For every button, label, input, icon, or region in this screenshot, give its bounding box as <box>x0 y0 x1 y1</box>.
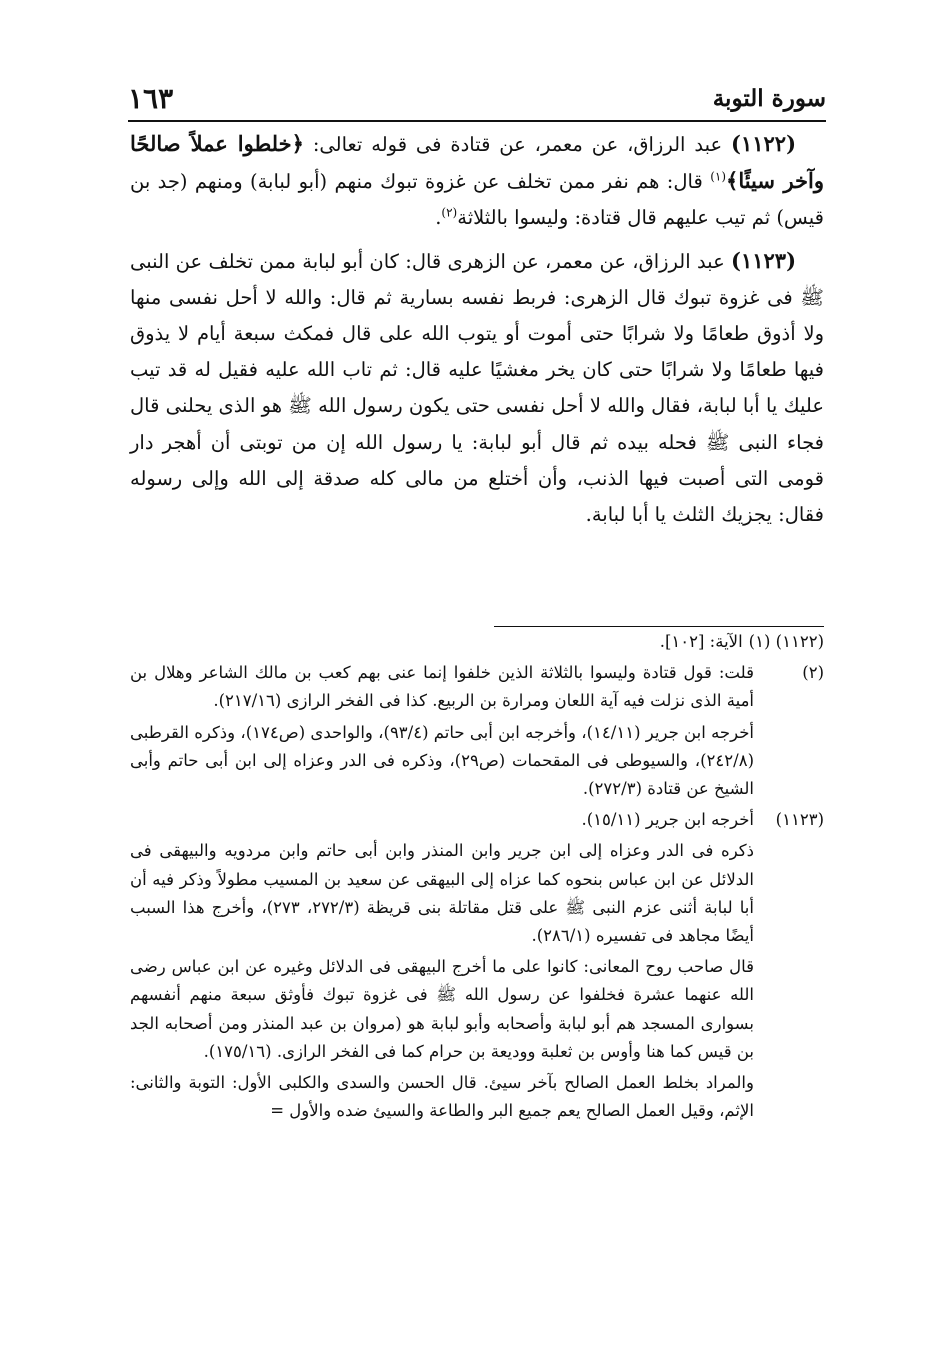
footnote <box>130 1069 824 1125</box>
footnote-text: أخرجه ابن جرير (١٤/١١)، وأخرجه ابن أبى حاتم (٩٣/٤)، والواحدى (ص١٧٤)، وذكره القرطبى (٢٤٢/٨)، والسيوطى فى المقحمات (ص٢٩)، وذكره فى الدر وعزاه إلى ابن أبى حاتم وأبى الشيخ عن قتادة (٢٧٢/٣). <box>130 722 754 799</box>
footnote-ref: (٢) <box>441 205 458 220</box>
entry-number: (١١٢٣) <box>731 247 796 273</box>
footnote-rule <box>494 626 824 627</box>
footnote-label: (١١٢٣) <box>775 810 824 830</box>
entry-text: . <box>435 206 442 230</box>
quran-verse: ﴿خلطوا عملاً صالحًا وآخر سيئًا﴾ <box>130 131 825 194</box>
entry-text: قال: هم نفر ممن تخلف عن غزوة تبوك منهم (أبو لبابة) ومنهم (جد بن قيس) ثم تيب عليهم قال قتادة: وليسوا بالثلاثة <box>130 170 824 230</box>
footnote-text: الآية: [١٠٢]. <box>659 632 743 651</box>
footnote-text: والمراد بخلط العمل الصالح بآخر سيئ. قال الحسن والسدى والكلبى الأول: التوبة والثانى: الإثم، وقيل العمل الصالح يعم جميع البر والطاعة والسيئ ضده والأول = <box>130 1073 754 1121</box>
page-header <box>128 78 826 118</box>
header-rule <box>128 120 826 122</box>
entry-text: عبد الرزاق، عن معمر، عن الزهرى قال: كان أبو لبابة ممن تخلف عن النبى ﷺ فى غزوة تبوك قال الزهرى: فربط نفسه بسارية ثم قال: والله لا أحل نفسى منها ولا أذوق طعامًا ولا شرابًا حتى أموت أو يتوب الله على قال فمكث سبعة أيام لا يذوق فيها طعامًا ولا شرابًا حتى كان يخر مغشيًا عليه قال: ثم تاب الله عليه فقيل له قد تيب عليك يا أبا لبابة، فقال والله لا أحل نفسى حتى يكون رسول الله ﷺ هو الذى يحلنى قال فجاء النبى ﷺ فحله بيده ثم قال أبو لبابة: يا رسول الله إن من توبتى أن أهجر دار قومى التى أصبت فيها الذنب، وأن أختلع من مالى كله صدقة إلى الله وإلى رسوله فقال: يجزيك الثلث يا أبا لبابة. <box>130 249 824 527</box>
footnote <box>130 628 824 656</box>
footnote-text: قال صاحب روح المعانى: كانوا على ما أخرج البيهقى فى الدلائل وغيره عن ابن عباس رضى الله عنهما عشرة فخلفوا عن رسول الله ﷺ فى غزوة تبوك فأوثق سبعة منهم أنفسهم بسوارى المسجد هم أبو لبابة وأصحابه وأبو لبابة هو (مروان بن عبد المنذر ومن أصحابه الجد بن قيس كما هنا وأوس بن ثعلبة ووديعة بن حرام كما فى الفخر الرازى. (١٧٥/١٦). <box>130 957 754 1061</box>
footnote-ref: (١) <box>710 169 727 184</box>
entry-number: (١١٢٢) <box>731 131 796 156</box>
entry-text: عبد الرزاق، عن معمر، عن قتادة فى قوله تعالى: <box>303 133 731 156</box>
footnote <box>130 837 824 950</box>
footnote-label: (١١٢٢) (١) <box>748 632 824 651</box>
footnote <box>130 659 824 715</box>
footnote <box>130 953 824 1066</box>
footnote-text: ذكره فى الدر وعزاه إلى ابن جرير وابن المنذر وابن أبى حاتم وابن مردويه والبيهقى فى الدلائل عن ابن عباس بنحوه كما عزاه إلى البيهقى عن سعيد بن المسيب مطولاً وذكر فيه أن أبا لبابة أثنى عزم النبى ﷺ على قتل مقاتلة بنى قريظة (٢٧٢/٣، ٢٧٣)، وأخرج هذا السبب أيضًا مجاهد فى تفسيره (٢٨٦/١). <box>130 841 754 946</box>
hadith-entry-1122 <box>130 126 824 237</box>
footnotes <box>130 628 824 1128</box>
footnote-text: أخرجه ابن جرير (١٥/١١). <box>581 810 754 830</box>
footnote <box>130 806 824 834</box>
footnote-text: قلت: قول قتادة وليسوا بالثلاثة الذين خلفوا إنما عنى بهم كعب بن مالك الشاعر وهلال بن أمية الذى نزلت فيه آية اللعان ومرارة بن الربيع. كذا فى الفخر الرازى (٢١٧/١٦). <box>130 663 754 711</box>
footnote <box>130 719 824 804</box>
page-number: ١٦٣ <box>128 81 174 115</box>
hadith-entry-1123 <box>130 243 824 534</box>
footnote-label: (٢) <box>802 663 824 683</box>
main-text <box>130 126 824 539</box>
surah-title: سورة التوبة <box>712 84 826 112</box>
